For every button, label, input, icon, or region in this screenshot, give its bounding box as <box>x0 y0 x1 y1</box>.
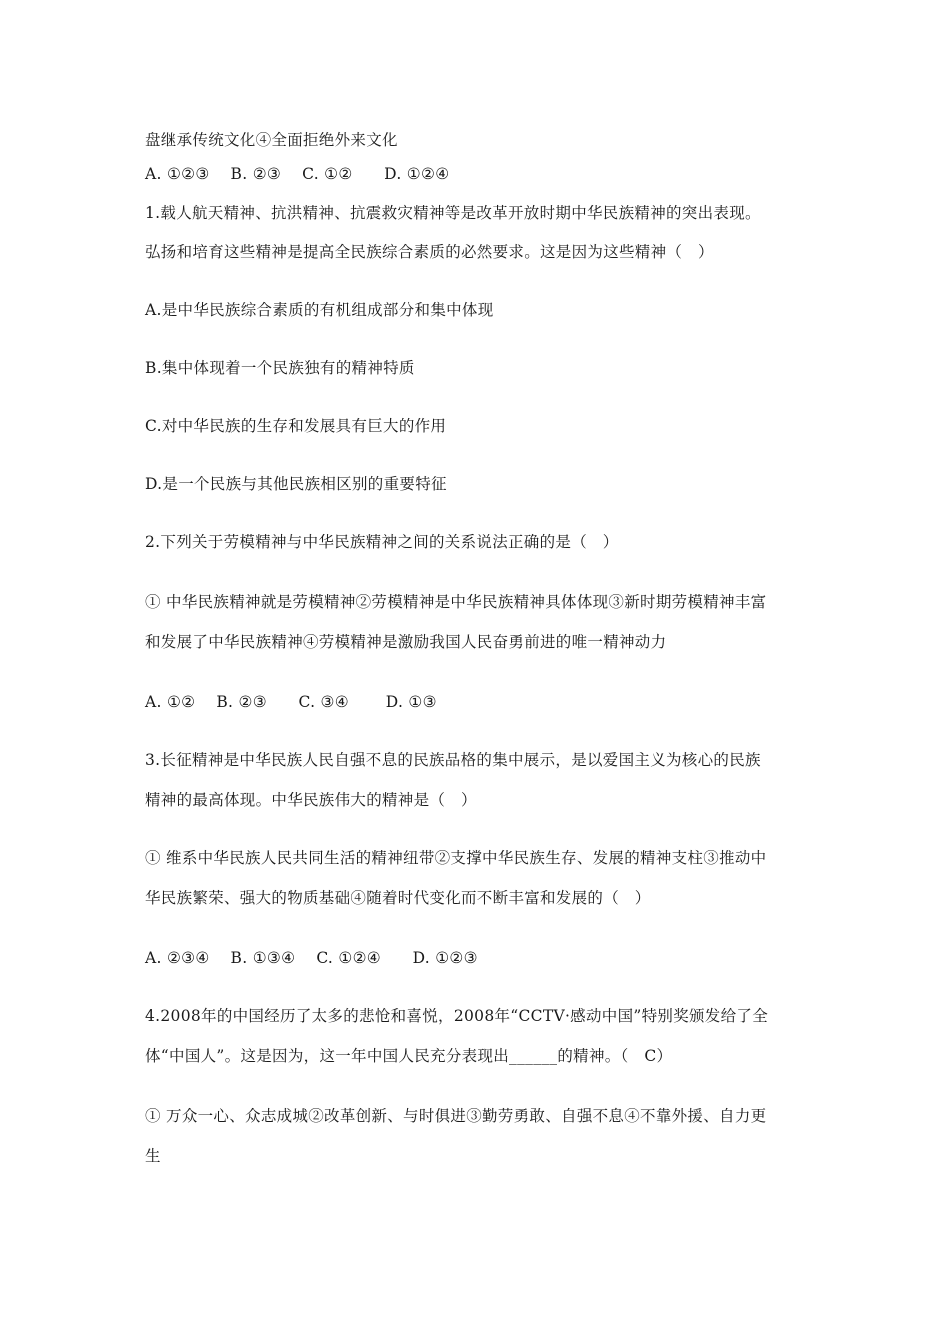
text-line-fragment: 盘继承传统文化④全面拒绝外来文化 <box>145 131 398 149</box>
question-1-stem: 1.载人航天精神、抗洪精神、抗震救灾精神等是改革开放时期中华民族精神的突出表现。 <box>145 204 761 222</box>
question-3-options: A. ②③④ B. ①③④ C. ①②④ D. ①②③ <box>145 949 478 967</box>
question-1-option-a: A.是中华民族综合素质的有机组成部分和集中体现 <box>145 301 494 319</box>
question-1-option-d: D.是一个民族与其他民族相区别的重要特征 <box>145 475 447 493</box>
question-4-stem-cont: 体“中国人”。这是因为，这一年中国人民充分表现出______的精神。（ C） <box>145 1047 673 1065</box>
question-3-stem: 3.长征精神是中华民族人民自强不息的民族品格的集中展示，是以爱国主义为核心的民族 <box>145 751 761 769</box>
options-line: A. ①②③ B. ②③ C. ①② D. ①②④ <box>145 165 450 183</box>
question-3-statements: ① 维系中华民族人民共同生活的精神纽带②支撑中华民族生存、发展的精神支柱③推动中 <box>145 849 767 867</box>
question-4-statements-cont: 生 <box>145 1147 161 1165</box>
question-1-stem-cont: 弘扬和培育这些精神是提高全民族综合素质的必然要求。这是因为这些精神（ ） <box>145 243 714 261</box>
question-3-stem-cont: 精神的最高体现。中华民族伟大的精神是（ ） <box>145 791 477 809</box>
question-2-options: A. ①② B. ②③ C. ③④ D. ①③ <box>145 693 437 711</box>
question-3-statements-cont: 华民族繁荣、强大的物质基础④随着时代变化而不断丰富和发展的（ ） <box>145 889 651 907</box>
question-2-statements-cont: 和发展了中华民族精神④劳模精神是激励我国人民奋勇前进的唯一精神动力 <box>145 633 667 651</box>
question-4-statements: ① 万众一心、众志成城②改革创新、与时俱进③勤劳勇敢、自强不息④不靠外援、自力更 <box>145 1107 767 1125</box>
question-1-option-b: B.集中体现着一个民族独有的精神特质 <box>145 359 415 377</box>
question-2-statements: ① 中华民族精神就是劳模精神②劳模精神是中华民族精神具体体现③新时期劳模精神丰富 <box>145 593 767 611</box>
question-1-option-c: C.对中华民族的生存和发展具有巨大的作用 <box>145 417 447 435</box>
question-4-stem: 4.2008年的中国经历了太多的悲怆和喜悦，2008年“CCTV·感动中国”特别奖颁发给了全 <box>145 1007 769 1025</box>
question-2-stem: 2.下列关于劳模精神与中华民族精神之间的关系说法正确的是（ ） <box>145 533 619 551</box>
